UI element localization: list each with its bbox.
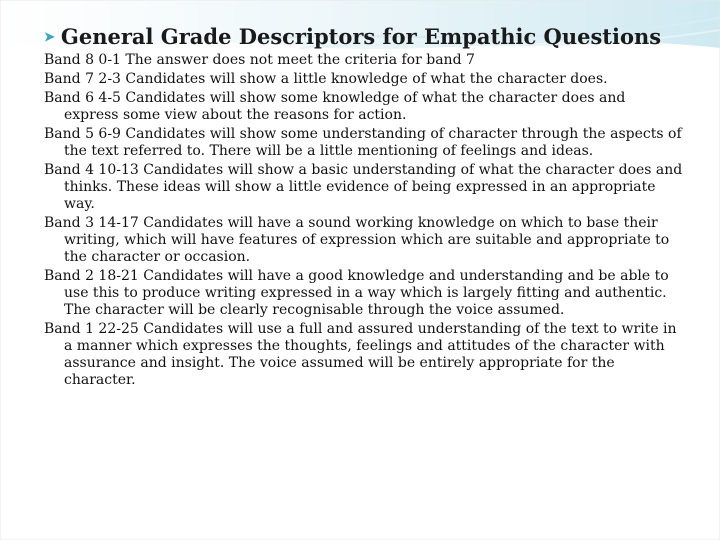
- band-description: Candidates will show a little knowledge of what the character does.: [125, 71, 608, 87]
- band-item: [44, 215, 684, 266]
- band-label: Band 3 14-17: [44, 215, 139, 231]
- band-item: [44, 126, 684, 160]
- bullet-arrow-icon: ➤: [44, 30, 55, 45]
- band-label: Band 1 22-25: [44, 321, 139, 337]
- slide-title-text: General Grade Descriptors for Empathic Questions: [60, 24, 662, 49]
- band-list: [44, 52, 684, 391]
- band-label: Band 4 10-13: [44, 162, 139, 178]
- band-label: Band 8 0-1: [44, 52, 121, 68]
- band-label: Band 7 2-3: [44, 71, 121, 87]
- slide-title: [44, 22, 661, 52]
- band-description: Candidates will show some knowledge of what the character does and express some view about the reasons for action.: [64, 90, 626, 123]
- band-item: [44, 71, 684, 88]
- band-description: Candidates will have a sound working knowledge on which to base their writing, which will have features of expression which are suitable and appropriate to the character or occasion.: [64, 215, 670, 265]
- band-item: [44, 268, 684, 319]
- band-item: [44, 52, 684, 69]
- band-description: Candidates will have a good knowledge and understanding and be able to use this to produce writing expressed in a way which is largely fitting and authentic. The character will be clearly recognisable through the voice assumed.: [64, 268, 669, 318]
- band-description: Candidates will use a full and assured understanding of the text to write in a manner which expresses the thoughts, feelings and attitudes of the character with assurance and insight. The voice assumed will be entirely appropriate for the character.: [64, 321, 677, 388]
- band-label: Band 5 6-9: [44, 126, 121, 142]
- band-item: [44, 90, 684, 124]
- band-item: [44, 162, 684, 213]
- band-description: The answer does not meet the criteria for band 7: [125, 52, 475, 68]
- band-label: Band 2 18-21: [44, 268, 139, 284]
- band-description: Candidates will show some understanding of character through the aspects of the text referred to. There will be a little mentioning of feelings and ideas.: [64, 126, 682, 159]
- band-item: [44, 321, 684, 389]
- band-label: Band 6 4-5: [44, 90, 121, 106]
- band-description: Candidates will show a basic understanding of what the character does and thinks. These ideas will show a little evidence of being expressed in an appropriate way.: [64, 162, 683, 212]
